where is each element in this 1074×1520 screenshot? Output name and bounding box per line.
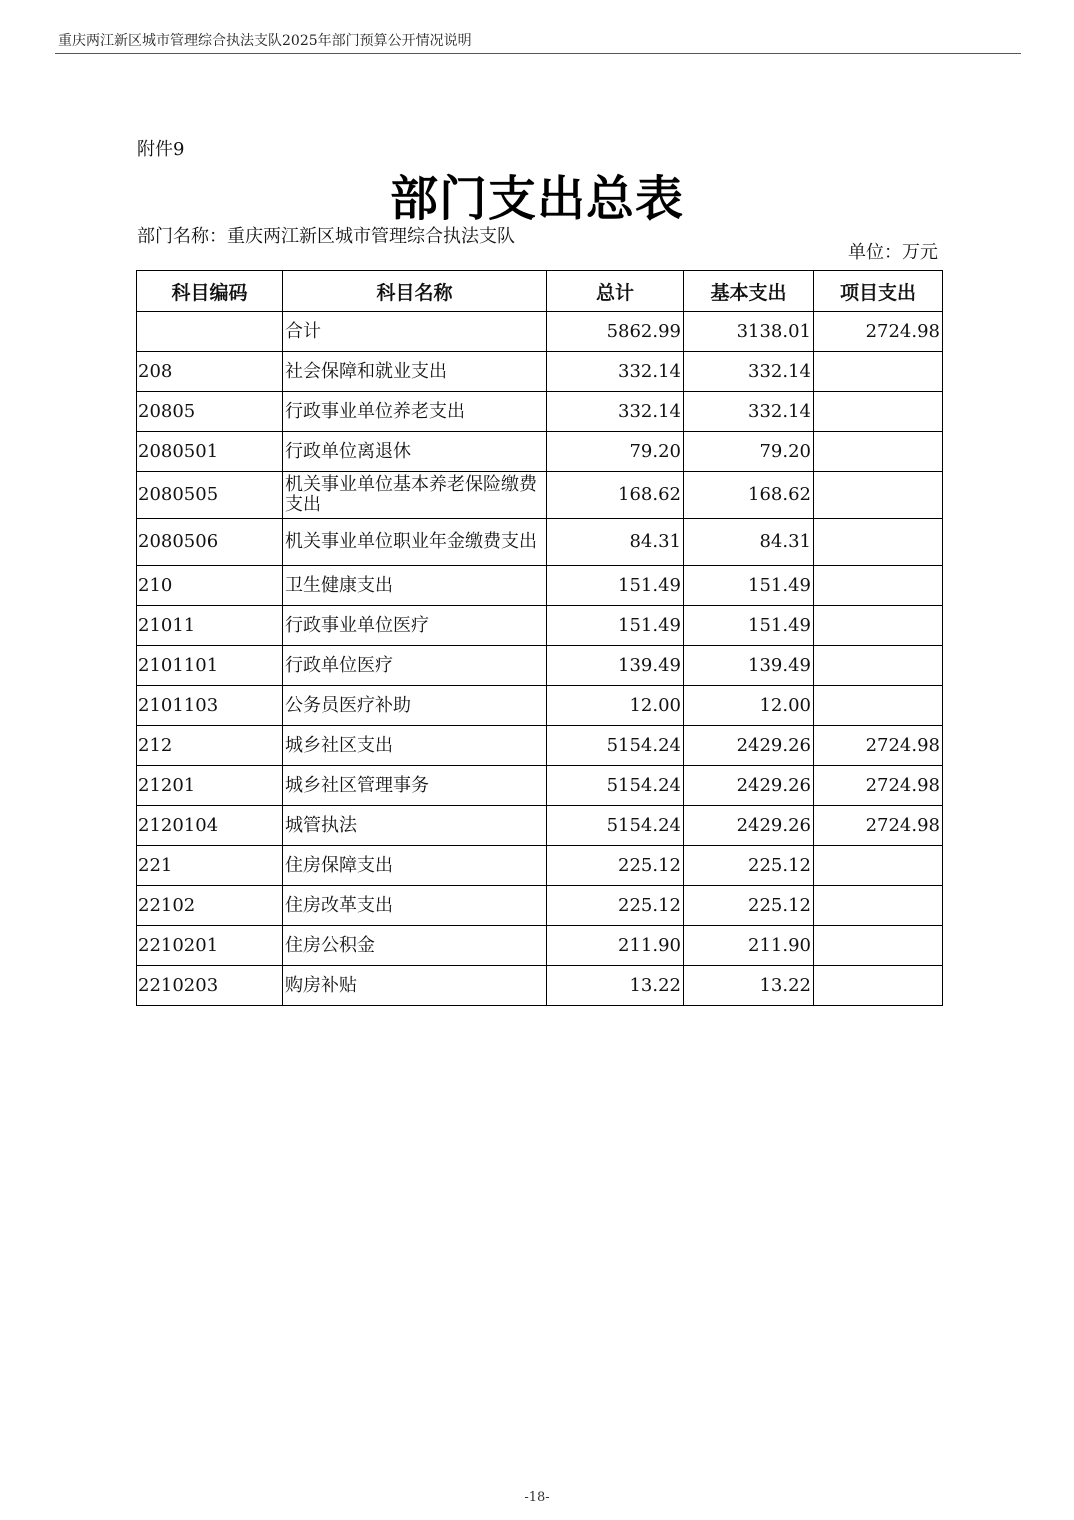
table-row — [137, 806, 943, 846]
table-row — [137, 686, 943, 726]
table-row — [137, 646, 943, 686]
cell-basic: 332.14 — [684, 392, 814, 432]
cell-name: 公务员医疗补助 — [283, 686, 547, 726]
cell-basic: 13.22 — [684, 966, 814, 1006]
cell-project — [814, 966, 943, 1006]
cell-basic: 139.49 — [684, 646, 814, 686]
cell-name: 行政单位离退休 — [283, 432, 547, 472]
cell-project: 2724.98 — [814, 726, 943, 766]
cell-basic: 2429.26 — [684, 806, 814, 846]
header-divider — [55, 53, 1021, 54]
cell-project — [814, 352, 943, 392]
page-number: -18- — [524, 1490, 550, 1505]
unit-label: 单位：万元 — [848, 242, 938, 263]
table-row — [137, 566, 943, 606]
cell-basic: 12.00 — [684, 686, 814, 726]
cell-total: 139.49 — [547, 646, 684, 686]
cell-total: 5862.99 — [547, 312, 684, 352]
cell-basic: 168.62 — [684, 472, 814, 519]
running-header: 重庆两江新区城市管理综合执法支队2025年部门预算公开情况说明 — [58, 33, 472, 49]
table-row — [137, 472, 943, 519]
department-name: 部门名称：重庆两江新区城市管理综合执法支队 — [137, 226, 515, 247]
expenditure-table — [136, 270, 943, 1006]
cell-project — [814, 432, 943, 472]
cell-total: 5154.24 — [547, 726, 684, 766]
table-row — [137, 886, 943, 926]
table-row — [137, 352, 943, 392]
cell-code: 21011 — [137, 606, 283, 646]
cell-total: 332.14 — [547, 392, 684, 432]
cell-code: 208 — [137, 352, 283, 392]
cell-name: 购房补贴 — [283, 966, 547, 1006]
cell-basic: 332.14 — [684, 352, 814, 392]
cell-project — [814, 606, 943, 646]
cell-code: 221 — [137, 846, 283, 886]
cell-project — [814, 886, 943, 926]
table-row — [137, 726, 943, 766]
cell-total: 151.49 — [547, 606, 684, 646]
header-project: 项目支出 — [814, 271, 943, 312]
table-row — [137, 766, 943, 806]
cell-code: 21201 — [137, 766, 283, 806]
cell-project — [814, 392, 943, 432]
cell-code: 2080501 — [137, 432, 283, 472]
header-total: 总计 — [547, 271, 684, 312]
cell-name: 卫生健康支出 — [283, 566, 547, 606]
cell-name: 城乡社区管理事务 — [283, 766, 547, 806]
cell-name: 城乡社区支出 — [283, 726, 547, 766]
cell-basic: 225.12 — [684, 886, 814, 926]
cell-name: 住房改革支出 — [283, 886, 547, 926]
cell-name: 住房公积金 — [283, 926, 547, 966]
table-row — [137, 966, 943, 1006]
cell-code: 2101101 — [137, 646, 283, 686]
cell-name: 住房保障支出 — [283, 846, 547, 886]
cell-code: 2120104 — [137, 806, 283, 846]
cell-total: 225.12 — [547, 846, 684, 886]
cell-name: 机关事业单位职业年金缴费支出 — [283, 519, 547, 566]
cell-code: 2080505 — [137, 472, 283, 519]
cell-project: 2724.98 — [814, 312, 943, 352]
cell-basic: 3138.01 — [684, 312, 814, 352]
cell-code: 210 — [137, 566, 283, 606]
header-basic: 基本支出 — [684, 271, 814, 312]
cell-code: 212 — [137, 726, 283, 766]
cell-project — [814, 846, 943, 886]
cell-total: 5154.24 — [547, 766, 684, 806]
cell-total: 5154.24 — [547, 806, 684, 846]
cell-total: 168.62 — [547, 472, 684, 519]
table-row — [137, 432, 943, 472]
cell-code: 2101103 — [137, 686, 283, 726]
cell-basic: 211.90 — [684, 926, 814, 966]
cell-total: 79.20 — [547, 432, 684, 472]
cell-basic: 84.31 — [684, 519, 814, 566]
table-row — [137, 392, 943, 432]
cell-code: 2080506 — [137, 519, 283, 566]
cell-name: 行政事业单位医疗 — [283, 606, 547, 646]
table-row — [137, 846, 943, 886]
cell-basic: 2429.26 — [684, 726, 814, 766]
cell-total: 151.49 — [547, 566, 684, 606]
cell-total: 332.14 — [547, 352, 684, 392]
cell-code: 2210201 — [137, 926, 283, 966]
table-row — [137, 519, 943, 566]
cell-code: 2210203 — [137, 966, 283, 1006]
cell-project: 2724.98 — [814, 766, 943, 806]
cell-basic: 79.20 — [684, 432, 814, 472]
attachment-label: 附件9 — [137, 139, 185, 160]
header-code: 科目编码 — [137, 271, 283, 312]
cell-basic: 225.12 — [684, 846, 814, 886]
cell-name: 机关事业单位基本养老保险缴费支出 — [283, 472, 547, 519]
cell-code: 20805 — [137, 392, 283, 432]
cell-total: 84.31 — [547, 519, 684, 566]
cell-code — [137, 312, 283, 352]
page-title: 部门支出总表 — [389, 171, 684, 227]
table-row — [137, 606, 943, 646]
cell-name: 社会保障和就业支出 — [283, 352, 547, 392]
cell-name: 行政事业单位养老支出 — [283, 392, 547, 432]
cell-project — [814, 566, 943, 606]
cell-code: 22102 — [137, 886, 283, 926]
cell-total: 12.00 — [547, 686, 684, 726]
table-header-row — [137, 271, 943, 312]
cell-name: 城管执法 — [283, 806, 547, 846]
cell-project — [814, 472, 943, 519]
cell-basic: 151.49 — [684, 566, 814, 606]
table-row — [137, 926, 943, 966]
cell-project — [814, 519, 943, 566]
cell-basic: 151.49 — [684, 606, 814, 646]
cell-project — [814, 686, 943, 726]
header-name: 科目名称 — [283, 271, 547, 312]
cell-name: 行政单位医疗 — [283, 646, 547, 686]
cell-name: 合计 — [283, 312, 547, 352]
cell-basic: 2429.26 — [684, 766, 814, 806]
cell-project — [814, 926, 943, 966]
cell-project: 2724.98 — [814, 806, 943, 846]
cell-total: 225.12 — [547, 886, 684, 926]
cell-total: 211.90 — [547, 926, 684, 966]
cell-project — [814, 646, 943, 686]
table-row — [137, 312, 943, 352]
cell-total: 13.22 — [547, 966, 684, 1006]
